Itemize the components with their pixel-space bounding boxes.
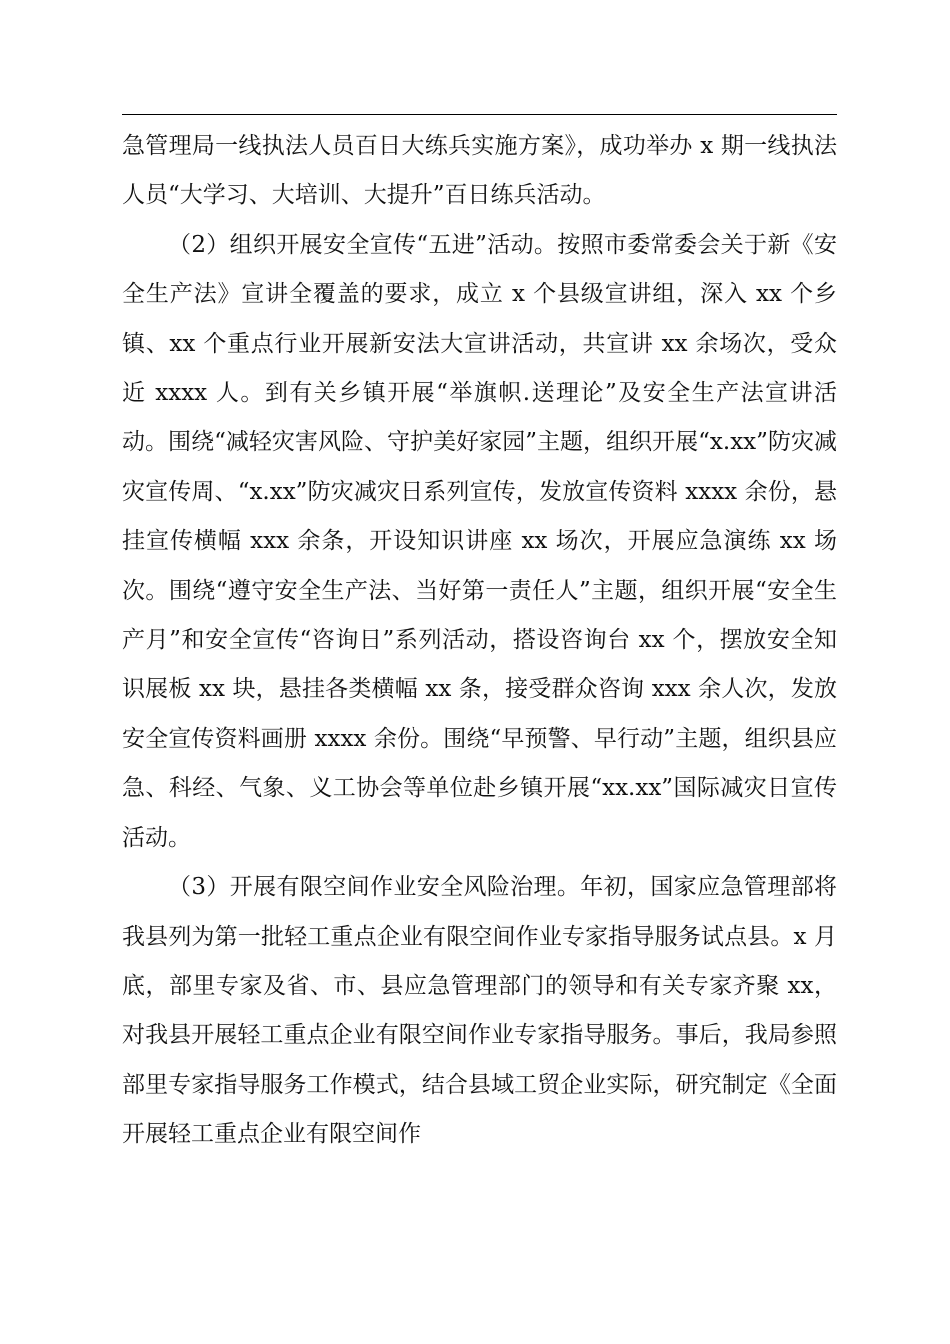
paragraph-continued: 急管理局一线执法人员百日大练兵实施方案》，成功举办 x 期一线执法人员“大学习、大培训、大提升”百日练兵活动。 (122, 133, 837, 209)
paragraph-safety-publicity: （2）组织开展安全宣传“五进”活动。按照市委常委会关于新《安全生产法》宣讲全覆盖的要求，成立 x 个县级宣讲组，深入 xx 个乡镇、xx 个重点行业开展新安法大宣讲活动，共宣讲 xx 余场次，受众近 xxxx 人。到有关乡镇开展“举旗帜.送理论”及安全生产法宣讲活动。围绕“减轻灾害风险、守护美好家园”主题，组织开展“x.xx”防灾减灾宣传周、“x.xx”防灾减灾日系列宣传，发放宣传资料 xxxx 余份，悬挂宣传横幅 xxx 余条，开设知识讲座 xx 场次，开展应急演练 xx 场次。围绕“遵守安全生产法、当好第一责任人”主题，组织开展“安全生产月”和安全宣传“咨询日”系列活动，搭设咨询台 xx 个，摆放安全知识展板 xx 块，悬挂各类横幅 xx 条，接受群众咨询 xxx 余人次，发放安全宣传资料画册 xxxx 余份。围绕“早预警、早行动”主题，组织县应急、科经、气象、义工协会等单位赴乡镇开展“xx.xx”国际减灾日宣传活动。 (122, 231, 837, 851)
header-rule (122, 114, 837, 115)
paragraph-confined-space: （3）开展有限空间作业安全风险治理。年初，国家应急管理部将我县列为第一批轻工重点企业有限空间作业专家指导服务试点县。x 月底，部里专家及省、市、县应急管理部门的领导和有关专家齐聚 xx，对我县开展轻工重点企业有限空间作业专家指导服务。事后，我局参照部里专家指导服务工作模式，结合县域工贸企业实际，研究制定《全面开展轻工重点企业有限空间作 (122, 874, 837, 1148)
body-text (122, 122, 837, 1160)
